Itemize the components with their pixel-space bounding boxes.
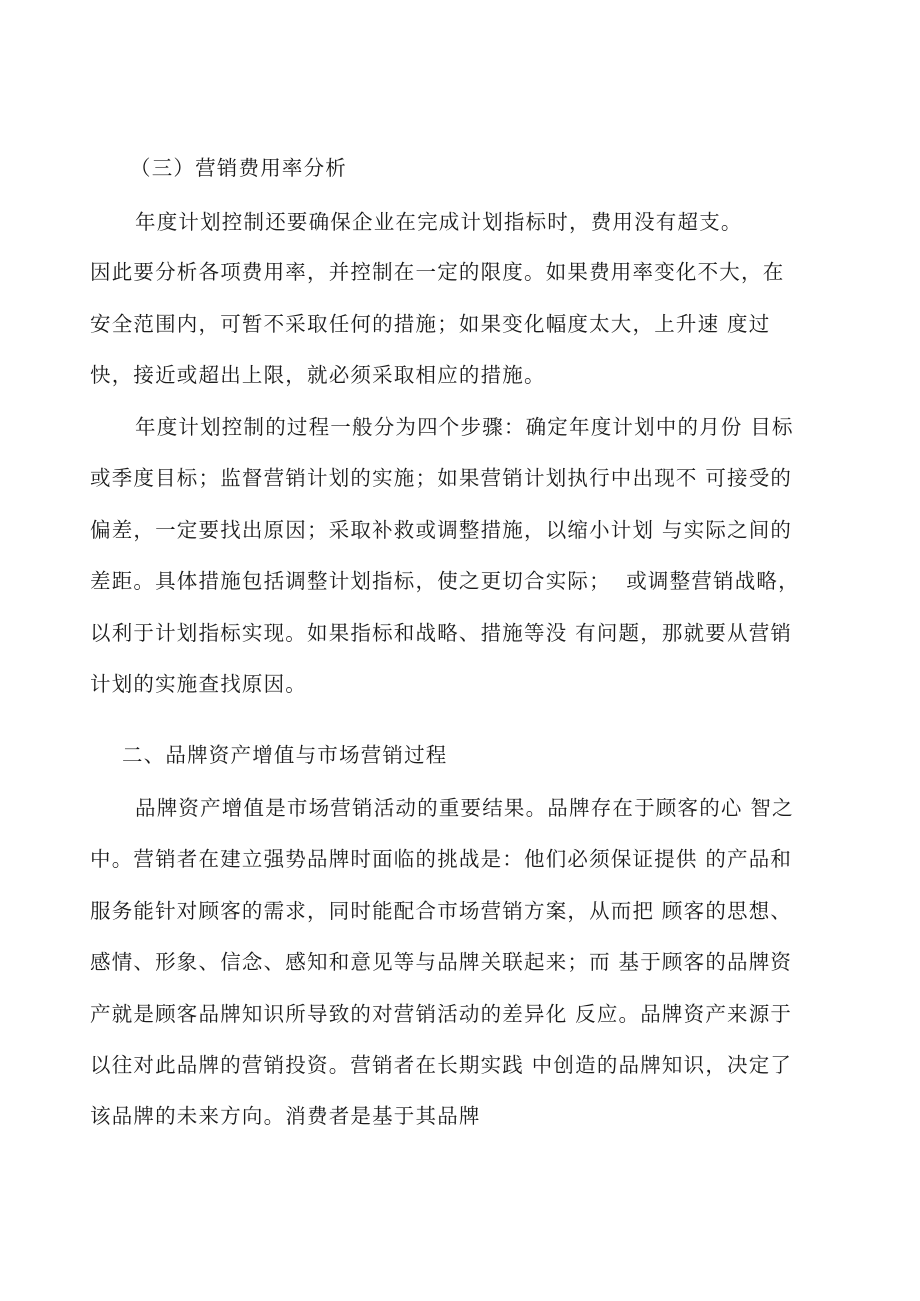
paragraph-line: 以往对此品牌的营销投资。营销者在长期实践 中创造的品牌知识，决定了 [90, 1053, 793, 1077]
paragraph-line: 计划的实施查找原因。 [90, 672, 307, 696]
paragraph-line: 该品牌的未来方向。消费者是基于其品牌 [90, 1104, 481, 1128]
paragraph-line: 感情、形象、信念、感知和意见等与品牌关联起来；而 基于顾客的品牌资 [90, 950, 793, 974]
paragraph-line: 年度计划控制的过程一般分为四个步骤：确定年度计划中的月份 目标 [135, 415, 794, 439]
paragraph-line: 安全范围内，可暂不采取任何的措施；如果变化幅度太大，上升速 度过 [90, 312, 771, 336]
paragraph-line: 偏差，一定要找出原因；采取补救或调整措施，以缩小计划 与实际之间的 [90, 518, 793, 542]
paragraph-line: 品牌资产增值是市场营销活动的重要结果。品牌存在于顾客的心 智之 [135, 796, 794, 820]
paragraph-line: 年度计划控制还要确保企业在完成计划指标时，费用没有超支。 [135, 210, 743, 234]
paragraph-line: 快，接近或超出上限，就必须采取相应的措施。 [90, 363, 546, 387]
section-heading-brand-equity: 二、品牌资产增值与市场营销过程 [122, 743, 448, 767]
paragraph-line: 差距。具体措施包括调整计划指标，使之更切合实际； 或调整营销战略， [90, 569, 800, 593]
section-heading-expense-ratio: （三）营销费用率分析 [130, 156, 347, 180]
paragraph-line: 服务能针对顾客的需求，同时能配合市场营销方案，从而把 顾客的思想、 [90, 899, 793, 923]
paragraph-line: 中。营销者在建立强势品牌时面临的挑战是：他们必须保证提供 的产品和 [90, 847, 793, 871]
paragraph-line: 以利于计划指标实现。如果指标和战略、措施等没 有问题，那就要从营销 [90, 621, 793, 645]
paragraph-line: 因此要分析各项费用率，并控制在一定的限度。如果费用率变化不大，在 [90, 260, 785, 284]
paragraph-line: 或季度目标；监督营销计划的实施；如果营销计划执行中出现不 可接受的 [90, 466, 793, 490]
paragraph-line: 产就是顾客品牌知识所导致的对营销活动的差异化 反应。品牌资产来源于 [90, 1002, 793, 1026]
